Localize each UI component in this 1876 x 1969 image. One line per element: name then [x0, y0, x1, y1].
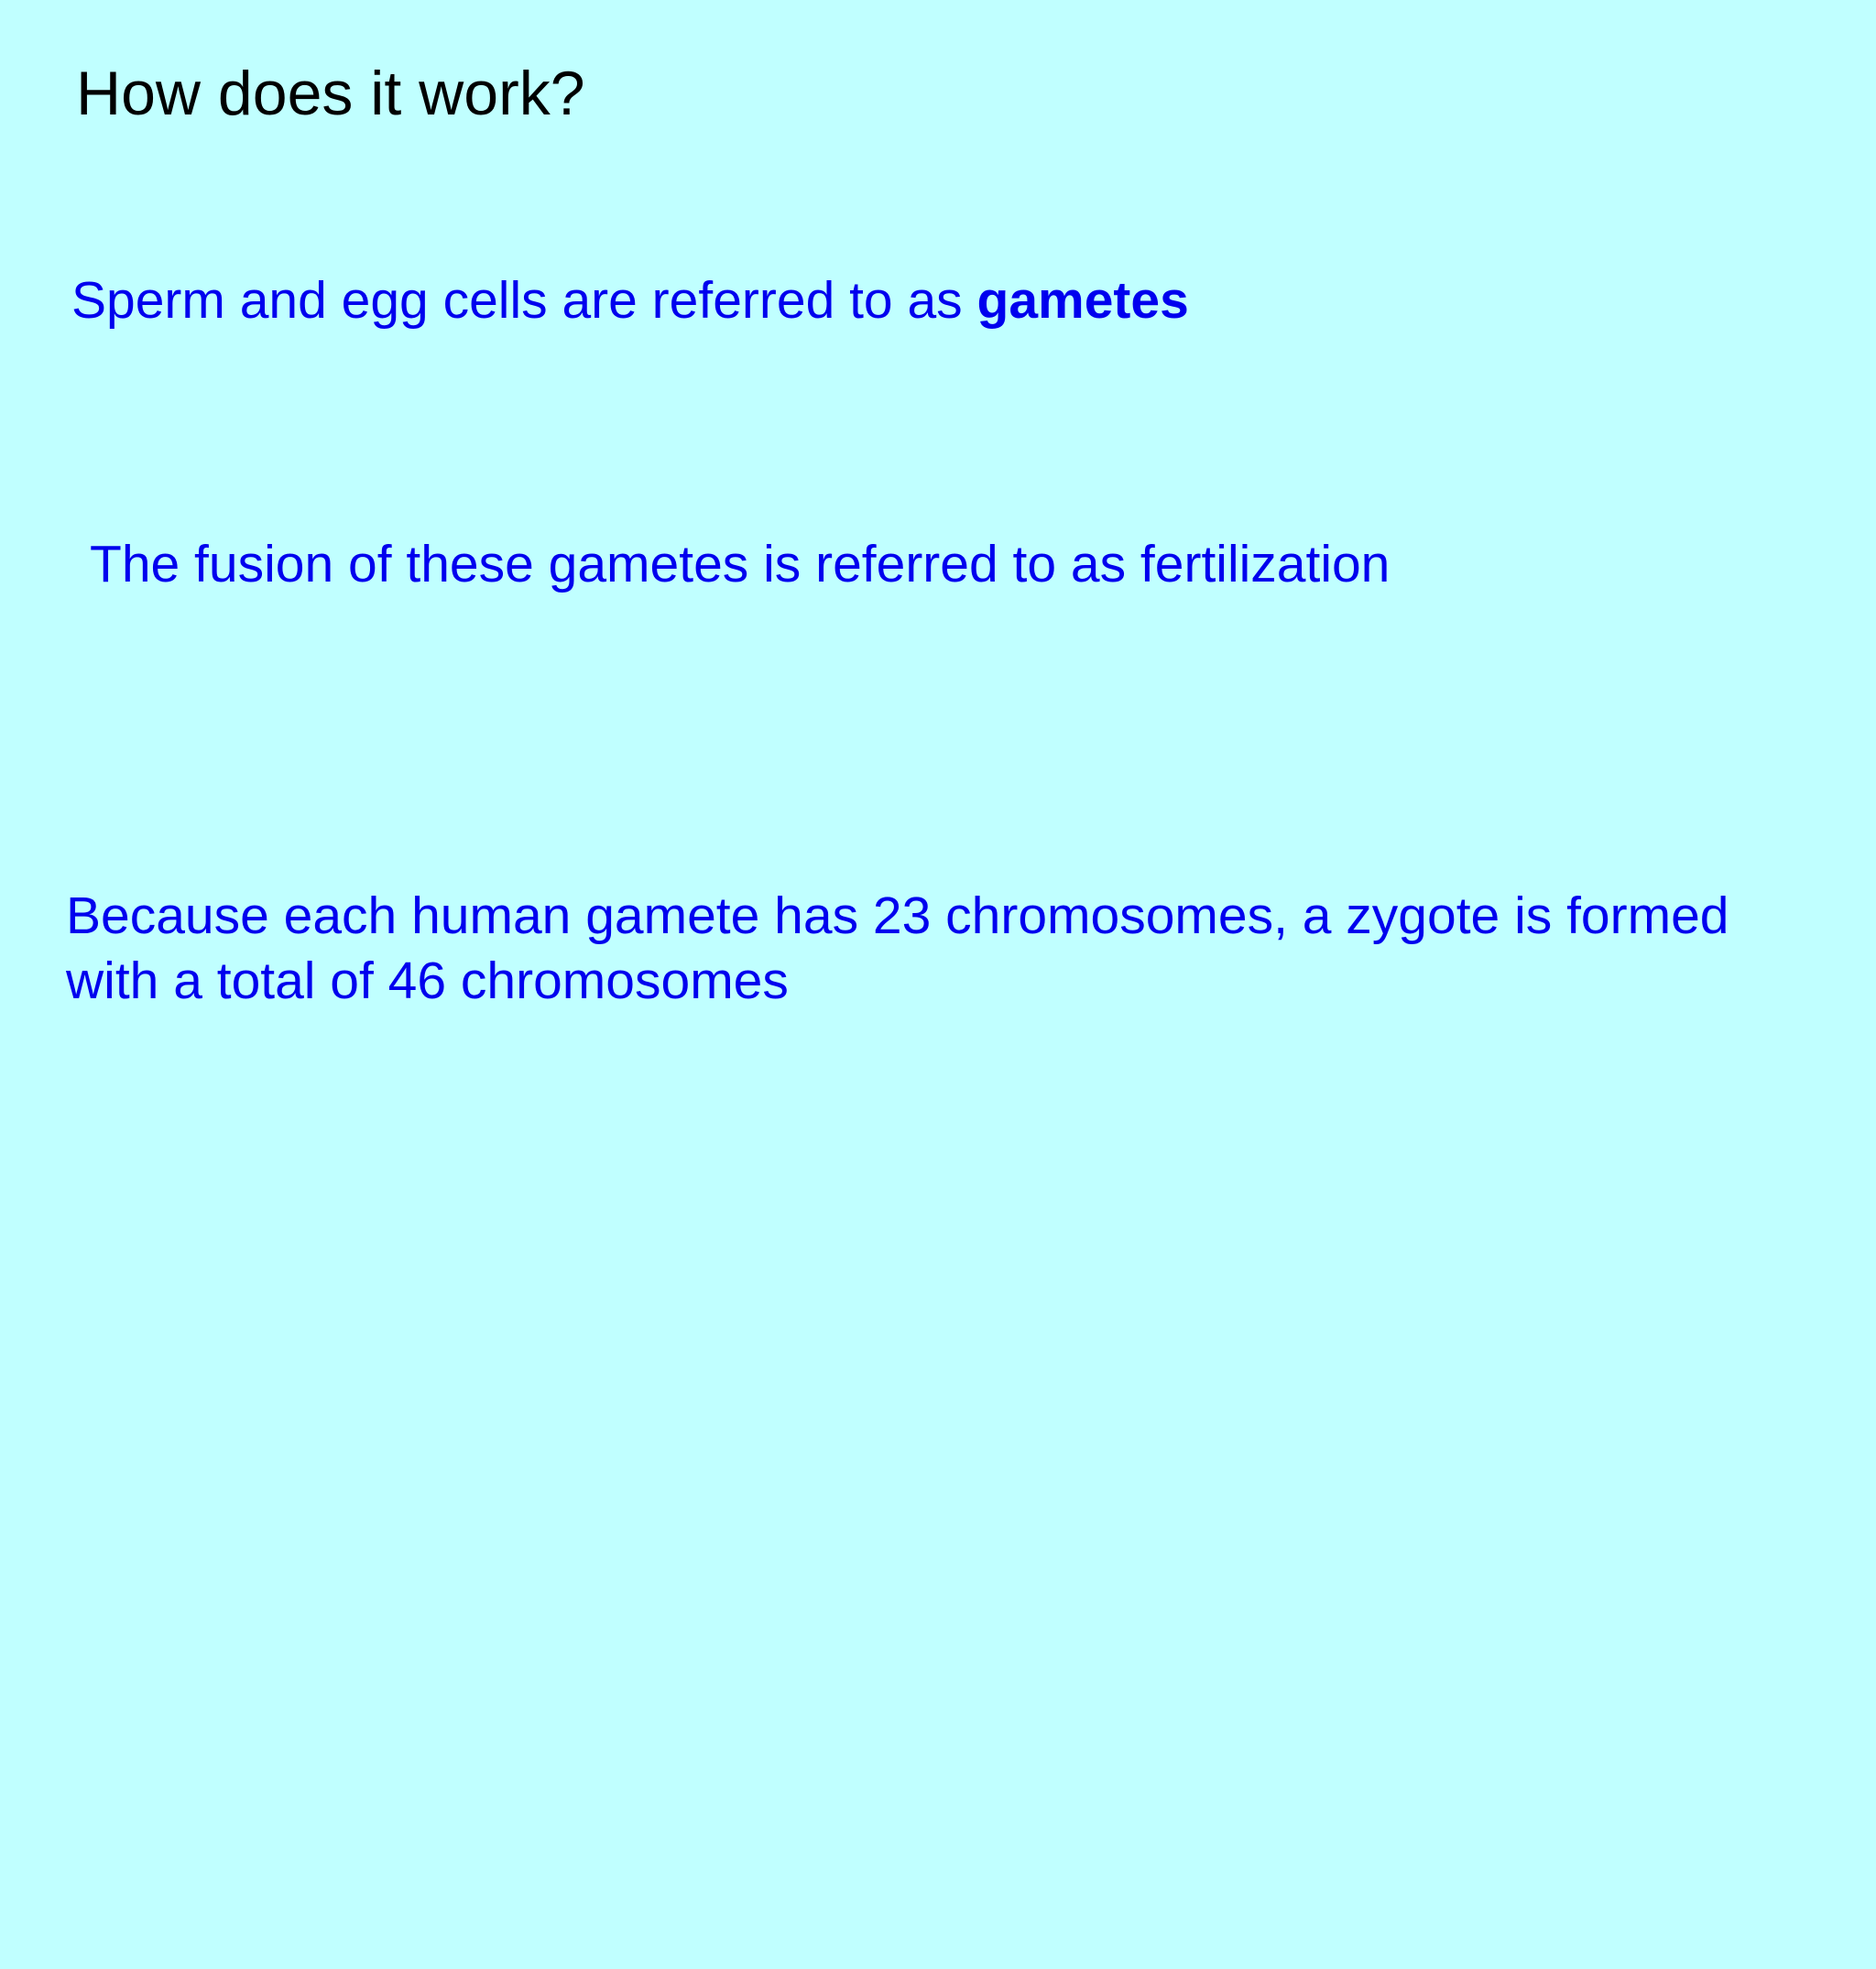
chromosome-statement-line-2: with a total of 46 chromosomes	[66, 952, 789, 1010]
gametes-statement-text: Sperm and egg cells are referred to as	[71, 271, 977, 330]
gametes-term: gametes	[976, 271, 1189, 330]
gametes-statement	[71, 268, 1189, 333]
slide-title: How does it work?	[76, 59, 585, 128]
fertilization-statement: The fusion of these gametes is referred to as fertilization	[90, 535, 1391, 593]
chromosome-statement	[66, 884, 1861, 1014]
chromosome-statement-line-1: Because each human gamete has 23 chromosomes, a zygote is formed	[66, 887, 1729, 945]
